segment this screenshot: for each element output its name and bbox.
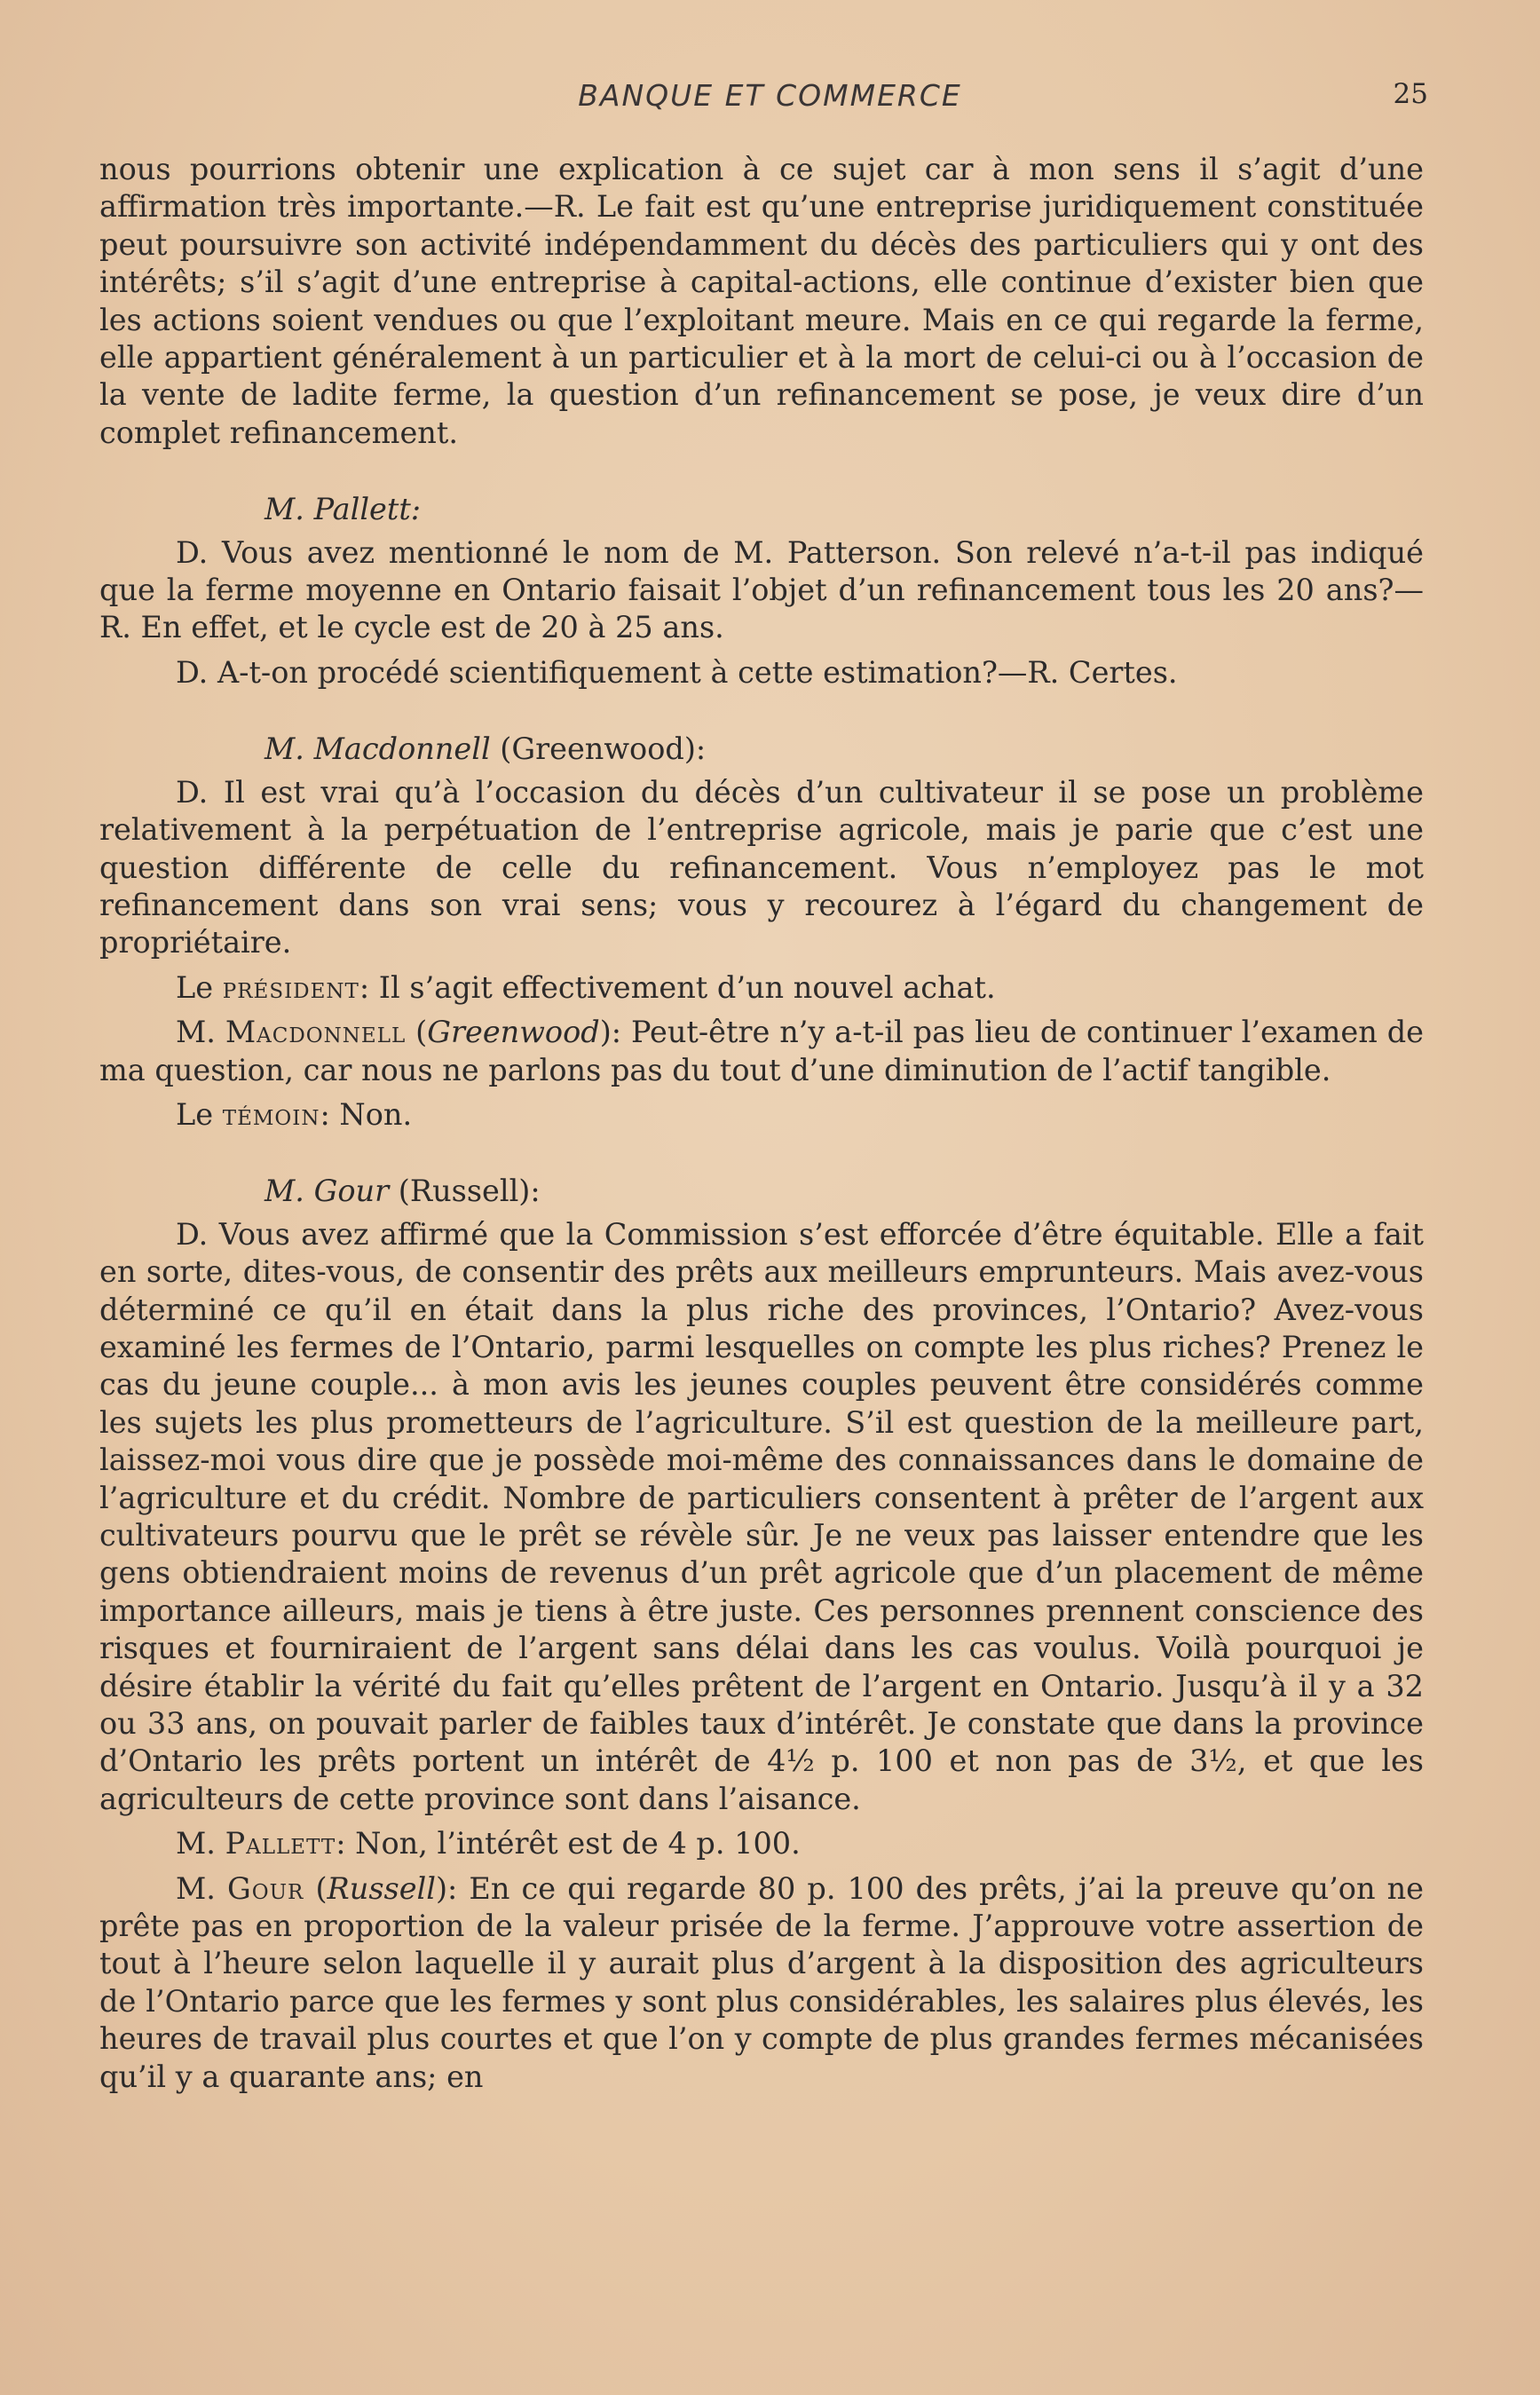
question-paragraph: D. A-t-on procédé scientifiquement à cette estimation?—R. Certes. <box>176 654 1178 690</box>
speaker-name: M. Gour <box>265 1174 390 1209</box>
remark-text: : Non. <box>320 1096 413 1132</box>
section-gap <box>99 1134 1424 1173</box>
remark-text: ): Peut-être n’y a-t-il pas lieu de continuer l’examen de ma question, car nous ne parlons pas du tout d’une diminution de l’actif tangible. <box>99 1015 1424 1087</box>
speaker-label: Gour <box>227 1870 304 1906</box>
president-remark <box>99 969 1424 1007</box>
section-gap <box>99 692 1424 731</box>
pallett-remark <box>99 1825 1424 1862</box>
paren-open: ( <box>406 1015 428 1050</box>
paren-open: ( <box>304 1870 328 1906</box>
remark-text: : Non, l’intérêt est de 4 p. 100. <box>336 1826 801 1861</box>
speaker-riding: Russell <box>327 1870 436 1906</box>
speaker-heading-macdonnell <box>99 731 1424 768</box>
remark-text: : Il s’agit effectivement d’un nouvel achat. <box>359 969 996 1005</box>
speaker-riding: (Russell): <box>389 1174 541 1209</box>
question-paragraph: D. Vous avez mentionné le nom de M. Patterson. Son relevé n’a-t-il pas indiqué que la ferme moyenne en Ontario faisait l’objet d’un refinancement tous les 20 ans?—R. En effet, et le cycle est de 20 à 25 ans. <box>99 534 1424 645</box>
body-text <box>99 151 1424 2096</box>
running-title: BANQUE ET COMMERCE <box>578 78 962 113</box>
speaker-prefix: Le <box>176 969 223 1005</box>
speaker-name: M. Pallett: <box>265 492 422 527</box>
question-paragraph: D. Il est vrai qu’à l’occasion du décès d’un cultivateur il se pose un problème relativement à la perpétuation de l’entreprise agricole, mais je parie que c’est une question différente de celle du refinancement. Vous n’employez pas le mot refinancement dans son vrai sens; vous y recourez à l’égard du changement de propriétaire. <box>99 774 1424 960</box>
speaker-prefix: M. <box>176 1015 225 1050</box>
speaker-heading-pallett <box>99 491 1424 528</box>
speaker-label: Macdonnell <box>225 1015 407 1050</box>
witness-remark <box>99 1096 1424 1134</box>
page-header <box>0 78 1540 123</box>
remark-text: ): En ce qui regarde 80 p. 100 des prêts, j’ai la preuve qu’on ne prête pas en proportion de la valeur prisée de la ferme. J’approuve votre assertion de tout à l’heure selon laquelle il y aurait plus d’argent à la disposition des agriculteurs de l’Ontario parce que les fermes y sont plus considérables, les salaires plus élevés, les heures de travail plus courtes et que l’on y compte de plus grandes fermes mécanisées qu’il y a quarante ans; en <box>99 1870 1425 2094</box>
section-gap <box>99 452 1424 491</box>
gour-remark <box>99 1870 1424 2096</box>
speaker-heading-gour <box>99 1173 1424 1210</box>
speaker-label: Pallett <box>225 1826 336 1861</box>
continued-paragraph: nous pourrions obtenir une explication à ce sujet car à mon sens il s’agit d’une affirmation très importante.—R. Le fait est qu’une entreprise juridiquement constituée peut poursuivre son activité indépendamment du décès des particuliers qui y ont des intérêts; s’il s’agit d’une entreprise à capital-actions, elle continue d’exister bien que les actions soient vendues ou que l’exploitant meure. Mais en ce qui regarde la ferme, elle appartient généralement à un particulier et à la mort de celui-ci ou à l’occasion de la vente de ladite ferme, la question d’un refinancement se pose, je veux dire d’un complet refinancement. <box>99 152 1424 450</box>
speaker-label: témoin <box>222 1096 320 1132</box>
macdonnell-remark <box>99 1014 1424 1089</box>
speaker-prefix: M. <box>176 1870 228 1906</box>
page-number: 25 <box>1393 78 1428 110</box>
speaker-prefix: M. <box>176 1826 225 1861</box>
speaker-riding: (Greenwood): <box>490 731 707 767</box>
speaker-label: président <box>222 969 359 1005</box>
speaker-name: M. Macdonnell <box>265 731 491 767</box>
speaker-prefix: Le <box>176 1096 223 1132</box>
speaker-riding: Greenwood <box>427 1015 600 1050</box>
question-paragraph: D. Vous avez affirmé que la Commission s’est efforcée d’être équitable. Elle a fait en sorte, dites-vous, de consentir des prêts aux meilleurs emprunteurs. Mais avez-vous déterminé ce qu’il en était dans la plus riche des provinces, l’Ontario? Avez-vous examiné les fermes de l’Ontario, parmi lesquelles on compte les plus riches? Prenez le cas du jeune couple... à mon avis les jeunes couples peuvent être considérés comme les sujets les plus prometteurs de l’agriculture. S’il est question de la meilleure part, laissez-moi vous dire que je possède moi-même des connaissances dans le domaine de l’agriculture et du crédit. Nombre de particuliers consentent à prêter de l’argent aux cultivateurs pourvu que le prêt se révèle sûr. Je ne veux pas laisser entendre que les gens obtiendraient moins de revenus d’un prêt agricole que d’un placement de même importance ailleurs, mais je tiens à être juste. Ces personnes prennent conscience des risques et fourniraient de l’argent sans délai dans les cas voulus. Voilà pourquoi je désire établir la vérité du fait qu’elles prêtent de l’argent en Ontario. Jusqu’à il y a 32 ou 33 ans, on pouvait parler de faibles taux d’intérêt. Je constate que dans la province d’Ontario les prêts portent un intérêt de 4½ p. 100 et non pas de 3½, et que les agriculteurs de cette province sont dans l’aisance. <box>99 1216 1424 1816</box>
